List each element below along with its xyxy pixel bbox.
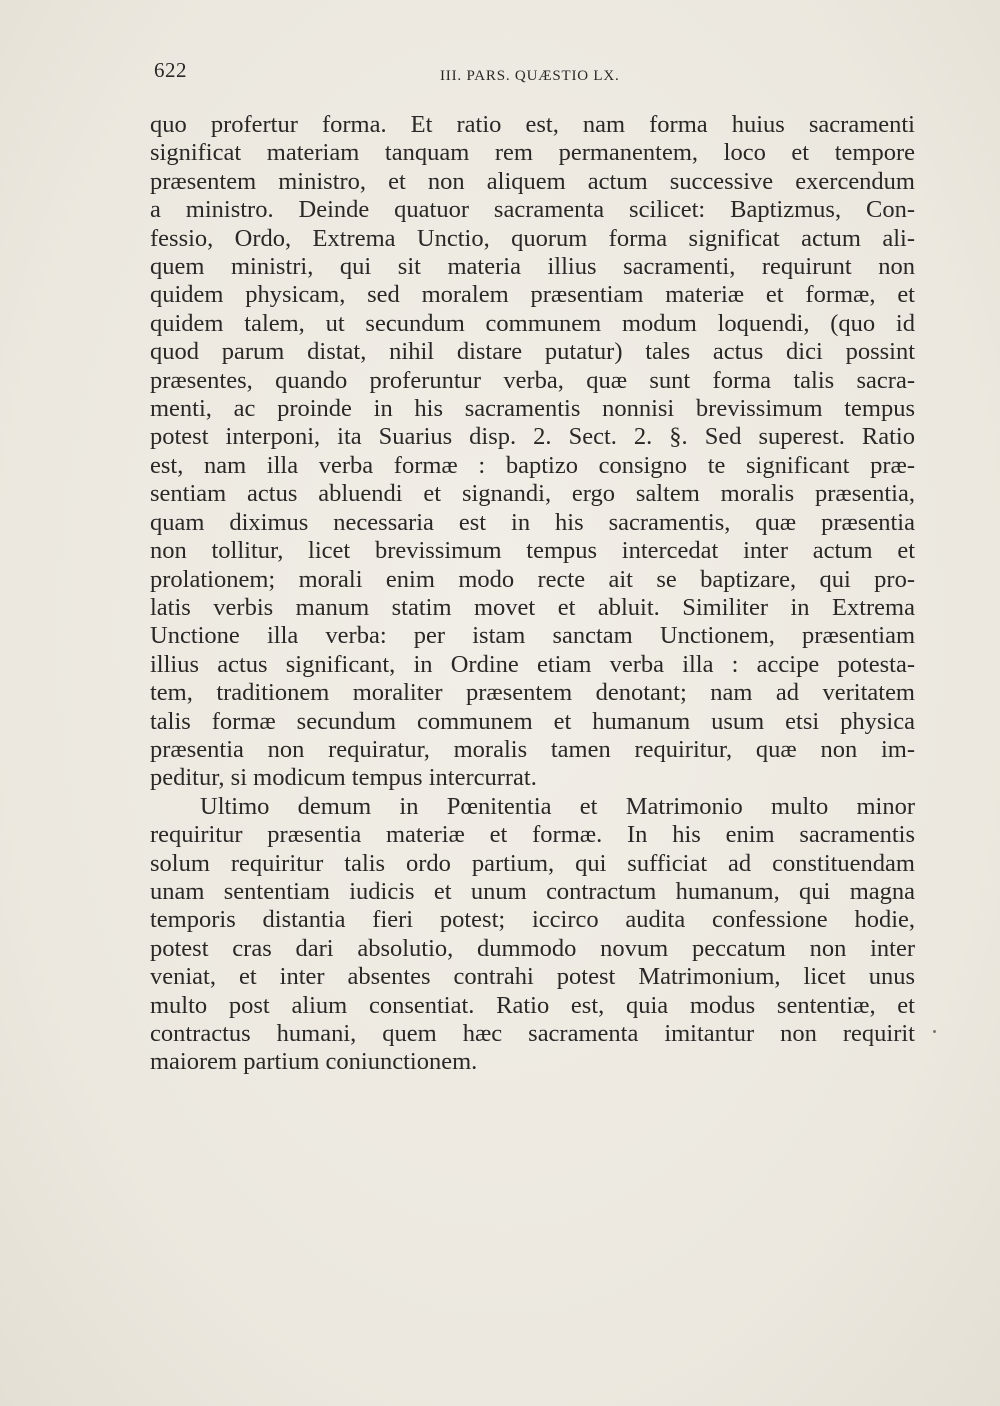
body-text: [150, 111, 915, 1077]
text-line: quo profertur forma. Et ratio est, nam forma huius sacramenti: [150, 111, 915, 138]
text-line: peditur, si modicum tempus intercurrat.: [150, 764, 537, 792]
text-line: non tollitur, licet brevissimum tempus intercedat inter actum et: [150, 537, 915, 565]
text-line: quidem talem, ut secundum communem modum loquendi, (quo id: [150, 309, 915, 337]
text-line: potest interponi, ita Suarius disp. 2. Sect. 2. §. Sed superest. Ratio: [150, 423, 915, 451]
text-line: quod parum distat, nihil distare putatur) tales actus dici possint: [150, 338, 915, 366]
text-line: illius actus significant, in Ordine etiam verba illa : accipe potesta-: [150, 650, 915, 678]
text-line: præsentes, quando proferuntur verba, quæ sunt forma talis sacra-: [150, 366, 915, 394]
text-line: præsentem ministro, et non aliquem actum successive exercendum: [150, 167, 915, 195]
text-line: tem, traditionem moraliter præsentem denotant; nam ad veritatem: [150, 679, 915, 707]
text-line: contractus humani, quem hæc sacramenta imitantur non requirit: [150, 1020, 915, 1047]
text-line: significat materiam tanquam rem permanentem, loco et tempore: [150, 139, 915, 167]
text-line: sentiam actus abluendi et signandi, ergo saltem moralis præsentia,: [150, 480, 915, 508]
text-line: talis formæ secundum communem et humanum usum etsi physica: [150, 707, 915, 735]
text-line: quidem physicam, sed moralem præsentiam materiæ et formæ, et: [150, 281, 915, 309]
text-line: veniat, et inter absentes contrahi potest Matrimonium, licet unus: [150, 963, 915, 991]
text-line: temporis distantia fieri potest; iccirco audita confessione hodie,: [150, 906, 915, 934]
text-line: quem ministri, qui sit materia illius sacramenti, requirunt non: [150, 253, 915, 281]
text-line: solum requiritur talis ordo partium, qui sufficiat ad constituendam: [150, 849, 915, 877]
text-line: requiritur præsentia materiæ et formæ. In his enim sacramentis: [150, 821, 915, 849]
running-head: III. PARS. QUÆSTIO LX.: [440, 68, 620, 84]
text-line: est, nam illa verba formæ : baptizo consigno te significant præ-: [150, 451, 915, 479]
paper-speck: [933, 1030, 936, 1033]
text-line: prolationem; morali enim modo recte ait se baptizare, qui pro-: [150, 565, 915, 593]
text-line: unam sententiam iudicis et unum contractum humanum, qui magna: [150, 877, 915, 905]
text-line: præsentia non requiratur, moralis tamen requiritur, quæ non im-: [150, 735, 915, 763]
text-line: Unctione illa verba: per istam sanctam Unctionem, præsentiam: [150, 622, 915, 650]
text-line: Ultimo demum in Pœnitentia et Matrimonio multo minor: [200, 792, 915, 820]
text-line: potest cras dari absolutio, dummodo novum peccatum non inter: [150, 934, 915, 962]
text-line: multo post alium consentiat. Ratio est, quia modus sententiæ, et: [150, 991, 915, 1019]
text-line: maiorem partium coniunctionem.: [150, 1048, 478, 1076]
text-line: a ministro. Deinde quatuor sacramenta scilicet: Baptizmus, Con-: [150, 196, 915, 224]
page-number: 622: [154, 58, 187, 82]
text-line: latis verbis manum statim movet et abluit. Similiter in Extrema: [150, 593, 915, 621]
text-line: fessio, Ordo, Extrema Unctio, quorum forma significat actum ali-: [150, 224, 915, 252]
text-line: quam diximus necessaria est in his sacramentis, quæ præsentia: [150, 508, 915, 536]
text-line: menti, ac proinde in his sacramentis nonnisi brevissimum tempus: [150, 395, 915, 423]
